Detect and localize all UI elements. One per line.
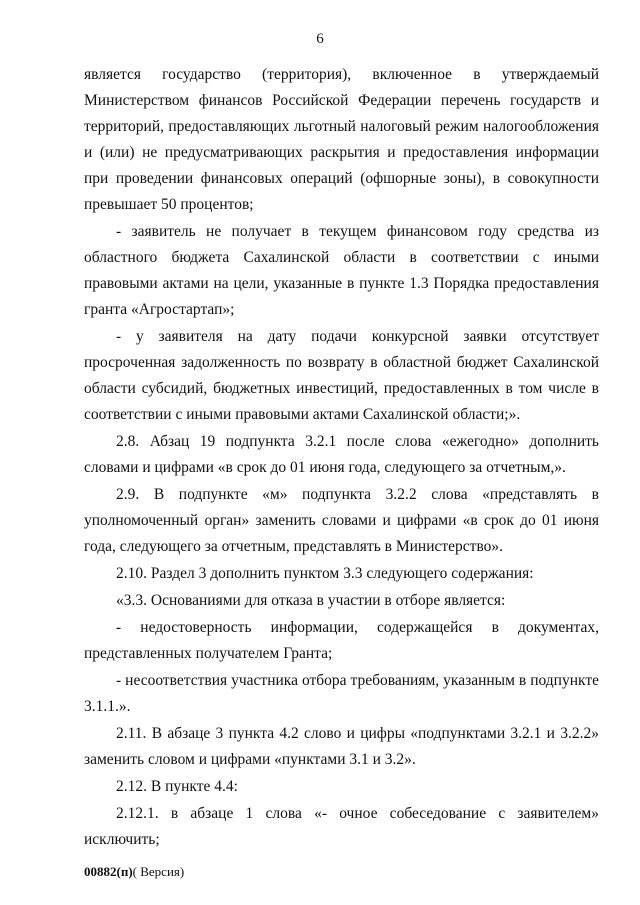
paragraph-item: «3.3. Основаниями для отказа в участии в отборе является: (116, 592, 506, 609)
paragraph-item: 2.11. В абзаце 3 пункта 4.2 слово и цифры «подпунктами 3.2.1 и 3.2.2» заменить словом и цифрами «пунктами 3.1 и 3.2». (84, 725, 599, 768)
paragraph-item: - у заявителя на дату подачи конкурсной заявки отсутствует просроченная задолженность по возврату в областной бюджет Сахалинской области субсидий, бюджетных инвестиций, предоставленных в том числе в соответствии с иными правовыми актами Сахалинской области;». (84, 328, 599, 423)
paragraph-item: 2.10. Раздел 3 дополнить пунктом 3.3 следующего содержания: (116, 565, 534, 582)
paragraph-item: 2.12. В пункте 4.4: (116, 778, 238, 795)
paragraph-item: - недостоверность информации, содержащейся в документах, представленных получателем Гранта; (84, 619, 599, 662)
paragraph-item: - несоответствия участника отбора требованиям, указанным в подпункте 3.1.1.». (84, 672, 599, 715)
page-number: 6 (316, 31, 324, 47)
paragraph-continuation: является государство (территория), включенное в утверждаемый Министерством финансов Российской Федерации перечень государств и территорий, предоставляющих льготный налоговый режим налогообложения и (или) не предусматривающих раскрытия и предоставления информации при проведении финансовых операций (офшорные зоны), в совокупности превышает 50 процентов; (84, 66, 599, 213)
document-version: ( Версия) (132, 864, 185, 879)
paragraph-item: 2.12.1. в абзаце 1 слова «- очное собеседование с заявителем» исключить; (84, 805, 599, 848)
document-body (84, 62, 599, 853)
paragraph-item: 2.9. В подпункте «м» подпункта 3.2.2 слова «представлять в уполномоченный орган» заменить словами и цифрами «в срок до 01 июня года, следующего за отчетным, представлять в Министерство». (84, 486, 599, 555)
document-footer (84, 864, 184, 880)
document-code: 00882(п) (84, 864, 133, 879)
paragraph-item: 2.8. Абзац 19 подпункта 3.2.1 после слова «ежегодно» дополнить словами и цифрами «в срок до 01 июня года, следующего за отчетным,». (84, 433, 599, 476)
paragraph-item: - заявитель не получает в текущем финансовом году средства из областного бюджета Сахалинской области в соответствии с иными правовыми актами на цели, указанные в пункте 1.3 Порядка предоставления гранта «Агростартап»; (84, 223, 599, 318)
